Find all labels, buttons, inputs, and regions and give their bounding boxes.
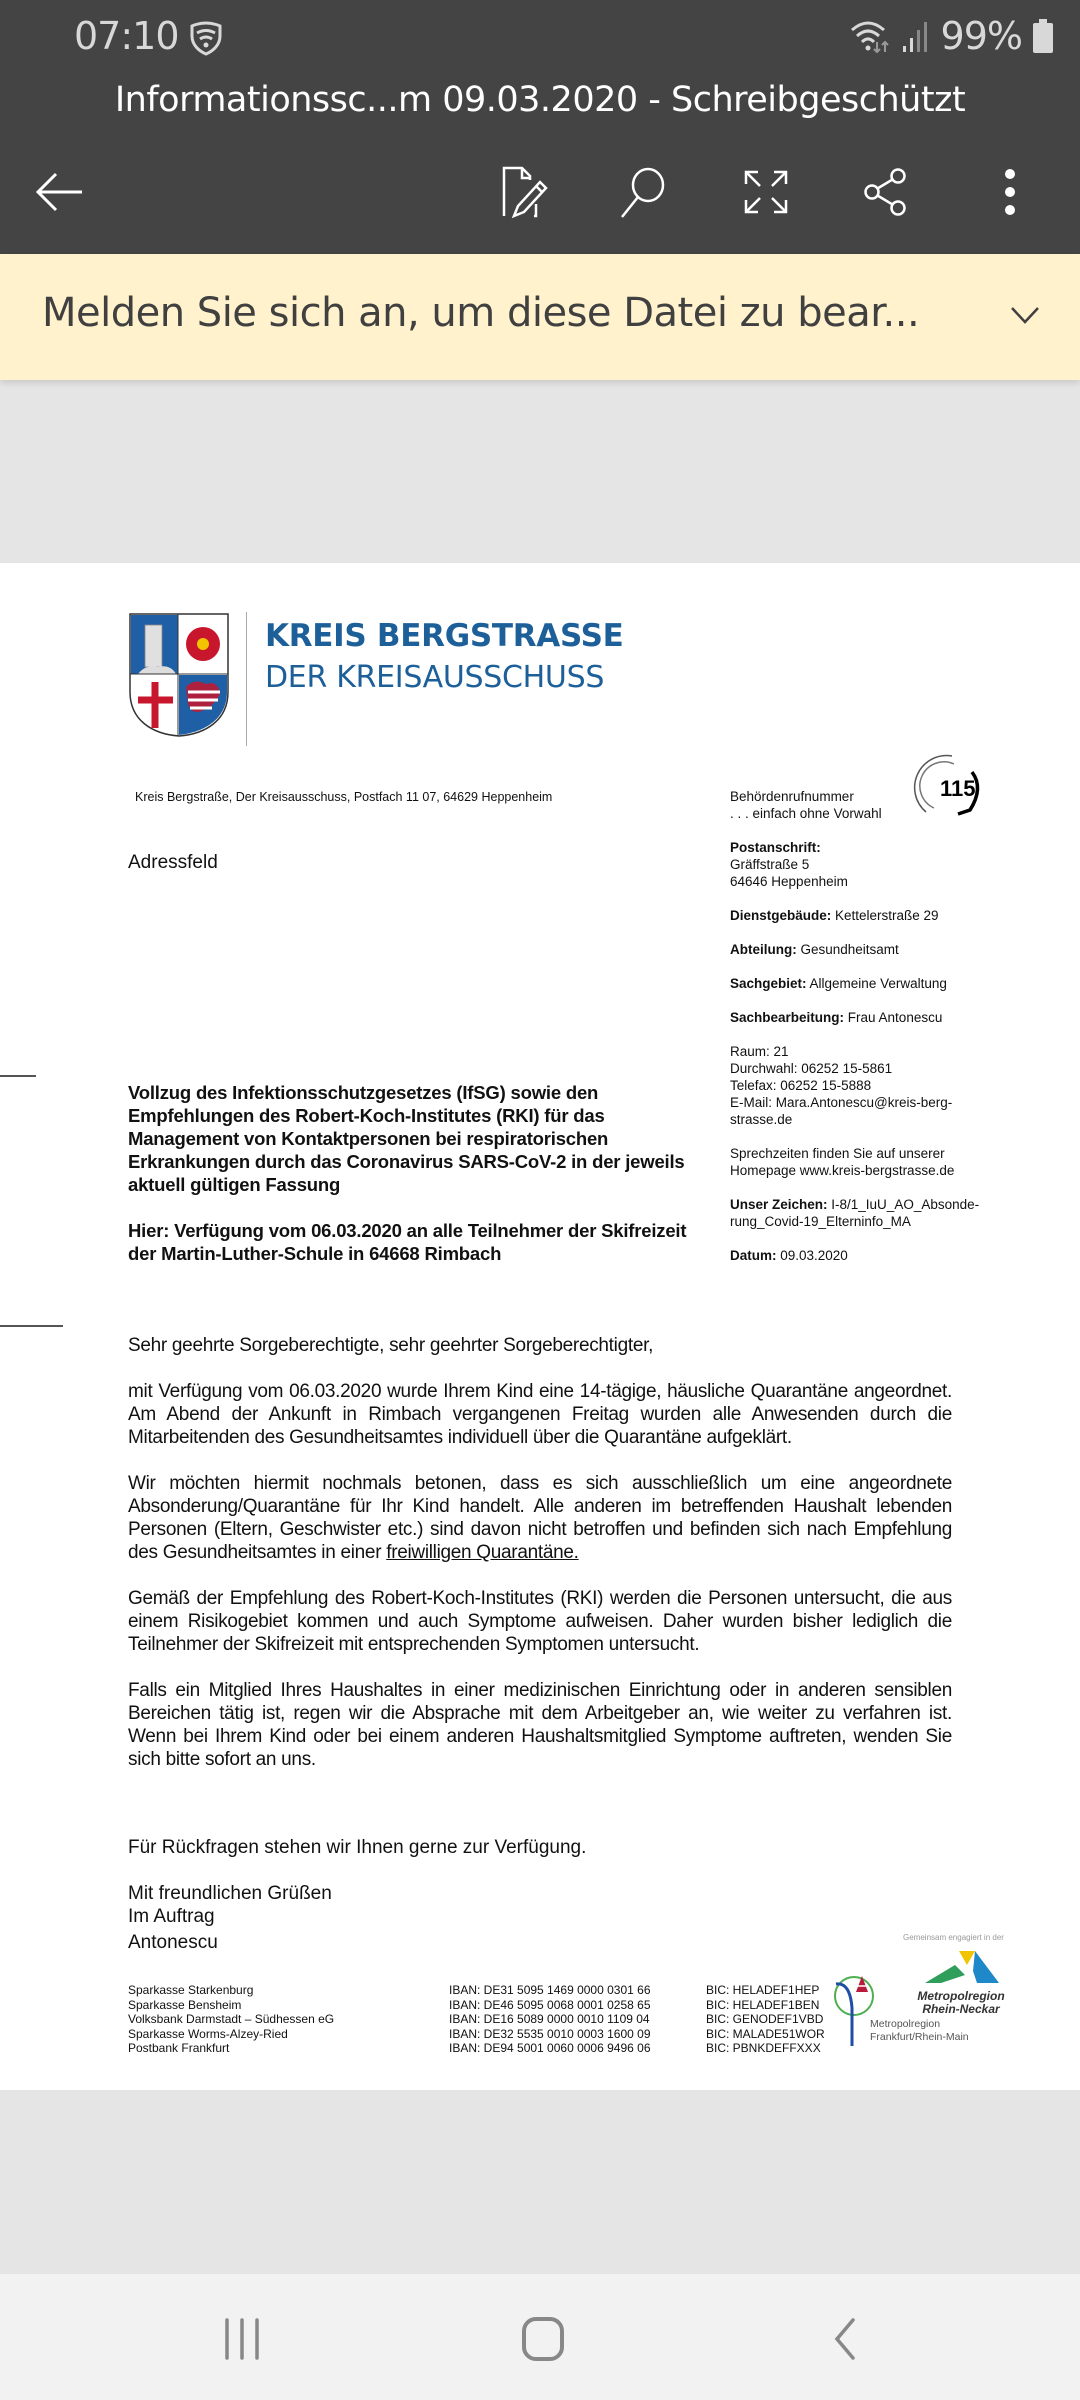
return-address: Kreis Bergstraße, Der Kreisausschuss, Postfach 11 07, 64629 Heppenheim: [135, 790, 553, 804]
metropolregion-rhein-neckar-label: [913, 1990, 1009, 2016]
salutation: Sehr geehrte Sorgeberechtigte, sehr geehrter Sorgeberechtigter,: [128, 1335, 654, 1356]
edit-button[interactable]: [494, 160, 558, 224]
building-label: Dienstgebäude:: [730, 908, 832, 923]
sign-in-banner[interactable]: [0, 254, 1080, 380]
postal-street: Gräffstraße 5: [730, 857, 810, 872]
paragraph-2-text: Wir möchten hiermit nochmals betonen, dass es sich ausschließlich um eine angeordnete Absonderung/Quarantäne für Ihr Kind handelt. Alle anderen im betreffenden Haushalt lebenden Personen (Eltern, Geschwister etc.) sind davon nicht betroffen und befinden sich nach Empfehlung des Gesundheitsamtes in einer: [128, 1473, 952, 1563]
bank-bics: [706, 1983, 825, 2056]
bank-iban: IBAN: DE31 5095 1469 0000 0301 66: [449, 1983, 651, 1997]
more-options-icon: [1003, 168, 1017, 216]
paragraph-3: Gemäß der Empfehlung des Robert-Koch-Institutes (RKI) werden die Personen untersucht, die aus einem Risikogebiet kommen und auch Symptome aufweisen. Daher wurden bisher lediglich die Teilnehmer der Skifreizeit mit entsprechenden Symptomen untersucht.: [128, 1588, 952, 1655]
bank-name: Sparkasse Worms-Alzey-Ried: [128, 2026, 288, 2041]
bank-iban: IBAN: DE46 5095 0068 0001 0258 65: [449, 1997, 651, 2012]
system-back-button[interactable]: [810, 2304, 880, 2374]
back-icon: [831, 2317, 859, 2361]
document-title: Informationssc...m 09.03.2020 - Schreibgeschützt: [114, 80, 966, 120]
area-label: Sachgebiet:: [730, 976, 807, 991]
paragraph-2: [128, 1472, 952, 1564]
wifi-icon: [849, 18, 891, 54]
fold-mark: [0, 1325, 63, 1327]
bank-iban: IBAN: DE94 5001 0060 0006 9496 06: [449, 2041, 651, 2055]
area-value: Allgemeine Verwaltung: [806, 976, 947, 991]
bank-names: [128, 1983, 334, 2056]
bank-name: Sparkasse Starkenburg: [128, 1983, 254, 1997]
phone: Durchwahl: 06252 15-5861: [730, 1061, 893, 1076]
postal-city: 64646 Heppenheim: [730, 874, 848, 889]
search-button[interactable]: [612, 160, 676, 224]
app-bar: [0, 0, 1080, 254]
back-button[interactable]: [28, 160, 92, 224]
home-icon: [521, 2316, 565, 2362]
status-bar: [0, 0, 1080, 76]
bank-name: Postbank Frankfurt: [128, 2041, 230, 2055]
reference-value: I-8/1_IuU_AO_Absonde-: [827, 1197, 980, 1212]
date-label: Datum:: [730, 1248, 777, 1263]
postal-label: Postanschrift:: [730, 840, 821, 855]
recent-apps-button[interactable]: [207, 2304, 277, 2374]
bank-ibans: [449, 1983, 651, 2056]
status-time: 07:10: [74, 14, 179, 58]
bank-name: Volksbank Darmstadt – Südhessen eG: [128, 2012, 335, 2026]
reference-value-2: rung_Covid-19_Elterninfo_MA: [730, 1214, 911, 1229]
metro-frm-line-2: Frankfurt/Rhein-Main: [870, 2031, 969, 2043]
department-label: Abteilung:: [730, 942, 797, 957]
closing-on-behalf: Im Auftrag: [128, 1906, 215, 1927]
hours-line-2: Homepage www.kreis-bergstrasse.de: [730, 1163, 955, 1178]
more-options-button[interactable]: [978, 160, 1042, 224]
department-value: Gesundheitsamt: [796, 942, 899, 957]
metro-rn-line-1: Metropolregion: [917, 1989, 1005, 2003]
address-field: Adressfeld: [128, 852, 218, 873]
closing-block: [128, 1836, 586, 1928]
hotline-label: Behördenrufnummer: [730, 789, 854, 804]
coat-of-arms-logo: [128, 612, 230, 738]
subject-block: [128, 1081, 688, 1265]
clerk-value: Frau Antonescu: [844, 1010, 943, 1025]
signature: Antonescu: [128, 1932, 218, 1953]
recent-apps-icon: [222, 2318, 262, 2360]
bank-iban: IBAN: DE16 5089 0000 0010 1109 04: [449, 2012, 650, 2026]
metropolregion-rhein-neckar-logo: [915, 1947, 1005, 1987]
logo-subtitle: DER KREISAUSSCHUSS: [265, 660, 605, 695]
system-nav-bar: [0, 2274, 1080, 2400]
fold-mark: [0, 1075, 36, 1077]
sender-info-block: [730, 788, 1020, 1281]
letter-body: [128, 1334, 952, 1794]
battery-icon: [1032, 18, 1054, 54]
search-icon: [618, 165, 670, 219]
hotline-sub: . . . einfach ohne Vorwahl: [730, 806, 882, 821]
paragraph-5: Für Rückfragen stehen wir Ihnen gerne zur Verfügung.: [128, 1837, 587, 1858]
hours-line-1: Sprechzeiten finden Sie auf unserer: [730, 1146, 945, 1161]
closing-greeting: Mit freundlichen Grüßen: [128, 1883, 332, 1904]
bank-name: Sparkasse Bensheim: [128, 1997, 242, 2012]
bank-bic: BIC: GENODEF1VBD: [706, 2012, 824, 2026]
shield-icon: [188, 20, 224, 56]
toolbar: [0, 160, 1080, 224]
fullscreen-icon: [742, 168, 790, 216]
metro-frm-line-1: Metropolregion: [870, 2018, 941, 2030]
bank-bic: BIC: MALADE51WOR: [706, 2026, 825, 2041]
email-line-2: strasse.de: [730, 1112, 793, 1127]
signal-icon: [901, 20, 931, 52]
reference-label: Unser Zeichen:: [730, 1197, 828, 1212]
email-line-1: E-Mail: Mara.Antonescu@kreis-berg-: [730, 1095, 953, 1110]
sign-in-banner-text: Melden Sie sich an, um diese Datei zu bear...: [42, 290, 920, 336]
edit-document-icon: [500, 164, 552, 220]
date-value: 09.03.2020: [776, 1248, 848, 1263]
bank-bic: BIC: HELADEF1BEN: [706, 1997, 820, 2012]
bank-iban: IBAN: DE32 5535 0010 0003 1600 09: [449, 2026, 651, 2041]
metropolregion-frankfurt-label: [870, 2018, 969, 2044]
paragraph-1: mit Verfügung vom 06.03.2020 wurde Ihrem Kind eine 14-tägige, häusliche Quarantäne angeordnet. Am Abend der Ankunft in Rimbach vergangenen Freitag wurden alle Anwesenden durch die Mitarbeitenden des Gesundheitsamtes individuell über die Quarantäne aufgeklärt.: [128, 1381, 952, 1448]
fax: Telefax: 06252 15-5888: [730, 1078, 872, 1093]
bank-bic: BIC: PBNKDEFFXXX: [706, 2041, 821, 2055]
back-arrow-icon: [34, 170, 86, 214]
metro-tagline: Gemeinsam engagiert in der: [903, 1933, 1004, 1942]
building-value: Kettelerstraße 29: [831, 908, 939, 923]
room: Raum: 21: [730, 1044, 789, 1059]
chevron-down-icon[interactable]: [1008, 298, 1042, 332]
battery-percentage: 99%: [940, 14, 1022, 58]
svg-text:115: 115: [940, 776, 976, 801]
share-button[interactable]: [855, 160, 919, 224]
subject-line-2: Hier: Verfügung vom 06.03.2020 an alle Teilnehmer der Skifreizeit der Martin-Luther-Schule in 64668 Rimbach: [128, 1220, 687, 1264]
bank-bic: BIC: HELADEF1HEP: [706, 1983, 820, 1997]
share-icon: [862, 166, 912, 218]
home-button[interactable]: [508, 2304, 578, 2374]
subject-line-1: Vollzug des Infektionsschutzgesetzes (IfSG) sowie den Empfehlungen des Robert-Koch-Institutes (RKI) für das Management von Kontaktpersonen bei respiratorischen Erkrankungen durch das Coronavirus SARS-CoV-2 in der jeweils aktuell gültigen Fassung: [128, 1082, 685, 1195]
paragraph-2-underlined: freiwilligen Quarantäne.: [386, 1542, 579, 1563]
paragraph-4: Falls ein Mitglied Ihres Haushaltes in einer medizinischen Einrichtung oder in anderen sensiblen Bereichen tätig ist, regen wir die Absprache mit dem Arbeitgeber an, wie weiter zu verfahren ist. Wenn bei Ihrem Kind oder bei einem anderen Haushaltsmitglied Symptome auftreten, wenden Sie sich bitte sofort an uns.: [128, 1680, 952, 1770]
logo-divider: [246, 612, 247, 746]
fullscreen-button[interactable]: [734, 160, 798, 224]
metro-rn-line-2: Rhein-Neckar: [922, 2002, 1000, 2016]
clerk-label: Sachbearbeitung:: [730, 1010, 845, 1025]
logo-title: KREIS BERGSTRASSE: [265, 618, 624, 654]
